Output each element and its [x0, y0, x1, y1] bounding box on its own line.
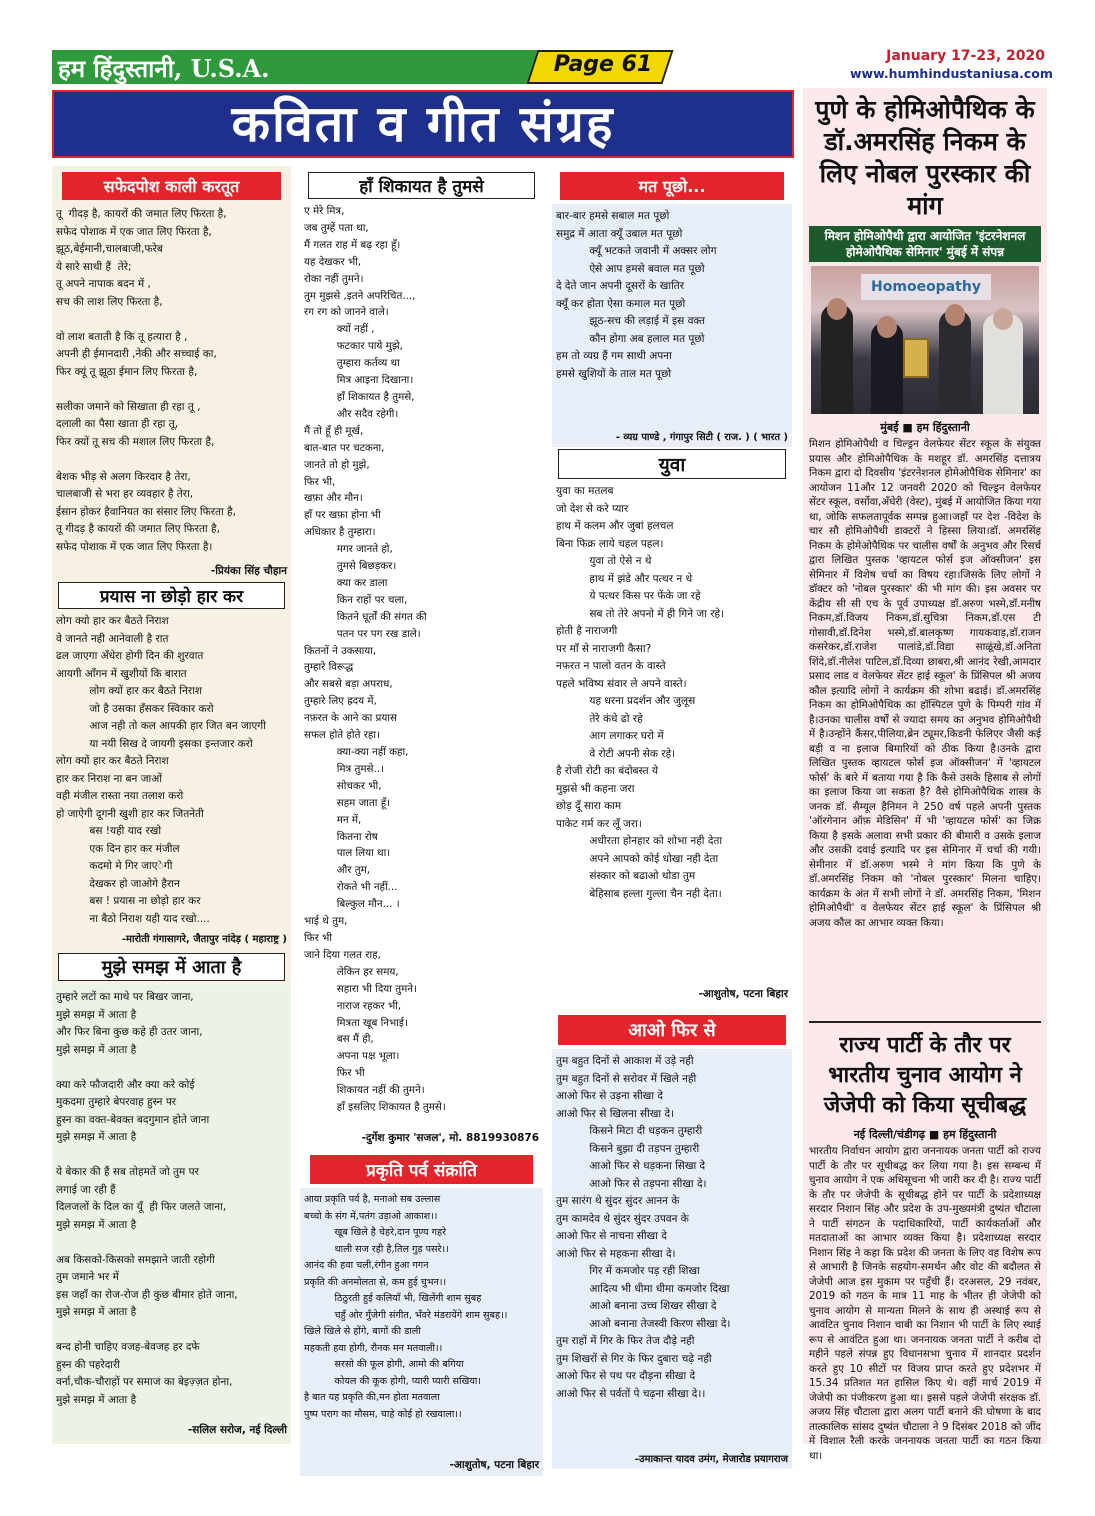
- poem-title: हाँ शिकायत है तुमसे: [308, 172, 535, 199]
- news-photo: [811, 266, 1039, 414]
- poem-author: -प्रियंका सिंह चौहान: [210, 565, 287, 577]
- column-3: [552, 166, 792, 1465]
- poem-author: -दुर्गेश कुमार 'सजल', मो. 8819930876: [361, 1132, 539, 1144]
- page-number: Page 61: [553, 52, 653, 77]
- news-headline: पुणे के होमिओपैथिक के डॉ.अमरसिंह निकम के लिए नोबल पुरस्कार की मांग: [815, 95, 1035, 220]
- poem-text: तू गीदड़ है, कायरों की जमात लिए फिरता है, सफेद पोशाक में एक जात लिए फिरता है, झूठ,बेईमानी,चालबाजी,फरेब ये सारे साथी हैं तेरे; तू अपने नापाक बदन में , सच की लाश लिए फिरता है, वो लाश बताती है कि तू हत्यारा है , अपनी ही ईमानदारी ,नेकी और सच्चाई का, फिर क्यूं तू झूठा ईमान लिए फिरता है, सलीका जमाने को सिखाता ही रहा तू , दलाली का पैसा खाता ही रहा तू, फिर क्यों तू सच की मशाल लिए फिरता है, बेशक भीड़ से अलग किरदार है तेरा, चालबाजी से भरा हर व्यवहार है तेरा, ईसान होकर हैवानियत का संसार लिए फिरता है, तू गीदड़ है कायरों की जमात लिए फिरता है, सफेद पोशाक में एक जात लिए फिरता है।: [56, 208, 236, 553]
- poem-title: युवा: [558, 449, 786, 479]
- poem-text: ए मेरे मित्र, जब तुम्हें पता था, मैं गलत राह में बढ़ रहा हूँ। यह देखकर भी, रोका नहीं तुमने। तुम मुझसे ,इतने अपरिचित..., रग रग को जानने वाले। क्यों नहीं , फटकार पाये मुझे, तुम्हारा कर्तव्य था मित्र आइना दिखाना। हाँ शिकायत है तुमसे, और सदैव रहेगी। मैं तो हूँ ही मूर्ख, बात-बात पर चटकना, जानते तो हो मुझे, फिर भी, खफ़ा और मौन। हाँ पर खफ़ा होना भी अधिकार है तुम्हारा। मगर जानते हो, तुमसे बिछड़कर। क्या कर डाला किन राहों पर चला, कितने धूर्तों की संगत की पतन पर पग रख डाले। कितनों ने उकसाया, तुम्हारे विरूद्ध और सबसे बड़ा अपराध, तुम्हारे लिए ह्रदय में, नफ़रत के आने का प्रयास सफल होते होते रहा। क्या-क्या नहीं कहा, मित्र तुमसे..। सोचकर भी, सहम जाता हूँ। मन में, कितना रोष पाल लिया था। और तुम, रोकते भी नहीं... बिल्कुल मौन... । भाई थे तुम, फिर भी जाने दिया गलत राह, लेकिन हर समय, सहारा भी दिया तुमने। नाराज रहकर भी, मित्रता खूब निभाई। बस मैं ही, अपना पक्ष भूला। फिर भी शिकायत नहीं की तुमने। हाँ इसलिए शिकायत है तुमसे।: [304, 205, 446, 1114]
- news-byline: मुंबई ■ हम हिंदुस्तानी: [880, 421, 970, 434]
- poem-title: मत पूछो...: [560, 172, 784, 200]
- column-1: [52, 166, 291, 1444]
- poem-author: - व्यग्र पाण्डे , गंगापुर सिटी ( राज. ) ( भारत ): [552, 430, 792, 447]
- poem-author: -सलिल सरोज, नई दिल्ली: [52, 1423, 291, 1441]
- person-head: [827, 298, 847, 320]
- news-subheadline: मिशन होमिओपैथी द्वारा आयोजित 'इंटरनेशनल होमेओपैथिक सेमिनार' मुंबई में संपन्न: [809, 226, 1041, 262]
- person-head: [993, 308, 1013, 330]
- poem-text: तुम बहुत दिनों से आकाश में उड़े नही तुम बहुत दिनों से सरोवर में खिले नही आओ फिर से उड़ना सीखा दे आओ फिर से खिलना सीखा दे। किसने मिटा दी धड़कन तुम्हारी किसने बुझा दी तड़पन तुम्हारी आओ फिर से धड़कना सिखा दे आओ फिर से तड़पना सीखा दे। तुम सारंग थे सुंदर सुंदर आनन के तुम कामदेव थे सुंदर सुंदर उपवन के आओ फिर से नाचना सीखा दे आओ फिर से महकना सीखा दे। गिर में कमजोर पड़ रही शिखा आदित्य भी धीमा धीमा कमजोर दिखा आओ बनाना उच्च शिखर सीखा दे आओ बनाना तेजस्वी किरण सीखा दे। तुम राहों में गिर के फिर तेज दौड़े नही तुम शिखरों से गिर के फिर दुबारा चढ़े नही आओ फिर से पथ पर दौड़ना सीखा दे आओ फिर से पर्वतों पे चढ़ना सीखा दे।।: [552, 1049, 792, 1451]
- news-body: मिशन होमिओपैथी व चिल्ड्रन वेलफेयर सेंटर स्कूल के संयुक्त प्रयास और होमिओपैथिक के मशहूर डॉ. अमरसिंह दत्तात्रय निकम द्वारा दो दिवसीय 'इंटरनेशनल होमेओपैथिक सेमिनार' का आयोजन 11और 12 जनवरी 2020 को चिल्ड्रन वेलफेयर सेंटर स्कूल, वर्सोवा,अँधेरी (वेस्ट), मुंबई में आयोजित किया गया था, जोकि सफलतापूर्वक सम्पन्न हुआ।जहाँ पर देश -विदेश के चार सौ होमिओपैथी डाक्टरों ने हिस्सा लिया।डॉ. अमरसिंह निकम के होमेओपैथिक पर चालीस वर्षों के अनुभव और रिसर्च द्वारा लिखित पुस्तक 'व्हायटल फोर्स इज ऑक्सीजन' इस सेमिनार में विशेष चर्चा का विषय रहा।जिसके लिए लोगों ने डॉक्टर को 'नोबल पुरस्कार' की भी मांग की। इस अवसर पर केंद्रीय सी सी एच के पूर्व उपाध्यक्ष डॉ.अरुण भस्मे,डॉ.मनीष निकम,डॉ.विजय निकम,डॉ.सुचित्रा निकम,डॉ.एस टी गोसावी,डॉ.दिनेश भस्मे,डॉ.बालकृष्ण गायकवाड़,डॉ.राजन कसरेकर,डॉ.राजेश पालांडे,डॉ.विद्या साळूंखे,डॉ.अनिता शिंदे,डॉ.नीलेश पाटिल,डॉ.दिव्या छाबरा,श्री आनंद रेखी,आमदार प्रसाद लाड व वेलफेयर सेंटर हाई स्कूल' के प्रिंसिपल श्री अजय कौल इत्यादि लोगों ने कार्यक्रम की शोभा बढाई। डॉ.अमरसिंह निकम का होमिओपैथिक का हॉस्पिटल पुणे के पिम्परी गांव में है।उनका चालीस वर्षों से ज्यादा समय का अनुभव होमिओपैथी में है।उन्होंने कैंसर,पीलिया,ब्रेन ट्यूमर,किडनी फेलिएर जैसी कई बड़ी व ना इलाज बिमारियों को ठीक किया है।उनके द्वारा लिखित पुस्तक व्हायटल फोर्स इज ऑक्सीजन' में 'व्हायटल फोर्स' के बारे में बताया गया है कि कैसे उसके हिसाब से लोगों का इलाज किया जा सकता है? वैसे होमिओपैथिक शास्त्र के जनक डॉ. सैम्यूल हैनिमन ने 250 वर्ष पहले अपनी पुस्तक 'ऑरगेनान ऑफ़ मेडिसिन' में भी 'व्हायटल फोर्स' का जिक्र किया है इसके अलावा सभी प्रकार की बीमारी व उसके इलाज और उसकी दवाई इत्यादि पर इस सेमिनार में चर्चा की गयी। सेमीनार में डॉ.अरुण भस्मे ने मांग किया कि पुणे के डॉ.अमरसिंह निकम को 'नोबल पुरस्कार' मिलना चाहिए। कार्यक्रम के अंत में सभी लोगों ने डॉ. अमरसिंह निकम, 'मिशन होमिओपैथी' व वेलफेयर सेंटर हाई स्कूल' के प्रिंसिपल श्री अजय कौल का आभार व्यक्त किया।: [809, 438, 1041, 929]
- issue-date: January 17-23, 2020: [886, 48, 1045, 64]
- poem-title: प्रकृति पर्व संक्रांति: [310, 1155, 533, 1184]
- poem-author: -मारोती गंगासागरे, जैतापुर नांदेड़ ( महाराष्ट्र ): [121, 934, 287, 945]
- publication-brand: हम हिंदुस्तानी, U.S.A.: [58, 54, 270, 83]
- poem-text: लोग क्यो हार कर बैठते निराश वे जानते नही आनेवाली है रात ढल जाएगा अँधेरा होगी दिन की शुरवात आयगी आँगन में खुशीयों कि बारात लोग क्यों हार कर बैठते निराश जो है उसका हँसकर स्विकार करो आज नही तो कल आपकी हार जित बन जाएगी या नयी सिख दे जायगी इसका इन्तजार करो लोग क्यों हार कर बैठते निराश हार कर निराश ना बन जाओं वही मंजील रास्ता नया तलाश करो हो जाऐगी दूगनी खुशी हार कर जितनेती बस !यही याद रखो एक दिन हार कर मंजील कदमो मे गिर जाएेगी देखकर हो जाओगे हैरान बस ! प्रयास ना छोड़ो हार कर ना बैठो निराश यही याद रखो....: [56, 615, 266, 925]
- poem-author: -आशुतोष, पटना बिहार: [300, 1458, 543, 1476]
- poem-text: तुम्हारे लटों का माथे पर बिखर जाना, मुझे समझ में आता है और फिर बिना कुछ कहे ही उतर जाना, मुझे समझ में आता है क्या करे फौजदारी और क्या करे कोई मुकदमा तुम्हारे बेपरवाह हुस्न पर हुस्न का वक्त-बेवक्त बदगुमान होते जाना मुझे समझ में आता है ये बेकार की हैं सब तोहमतें जो तुम पर लगाई जा रही हैं दिलजलों के दिल का यूँ ही फिर जलते जाना, मुझे समझ में आता है अब किसको-किसको समझाने जाती रहोगी तुम जमाने भर में इस जहाँ का रोज-रोज ही कुछ बीमार होते जाना, मुझे समझ में आता है बन्द होनी चाहिए वजह-बेवजह हर दफे हुस्न की पहरेदारी वर्ना,चौक-चौराहों पर समाज का बेइज़्ज़त होना, मुझे समझ में आता है: [52, 985, 291, 1423]
- poem-title: मुझे समझ में आता है: [58, 953, 285, 981]
- poem-title: प्रयास ना छोड़ो हार कर: [58, 582, 285, 609]
- poem-author: -उमाकान्त यादव उमंग, मेजारोड प्रयागराज: [552, 1451, 792, 1469]
- column-4-news: [803, 88, 1047, 1462]
- person-head: [945, 304, 965, 326]
- person-head: [877, 316, 897, 338]
- website-url[interactable]: www.humhindustaniusa.com: [850, 66, 1053, 81]
- divider: [809, 1021, 1041, 1023]
- column-2: [300, 166, 543, 1471]
- poem-title: सफेदपोश काली करतूत: [62, 172, 281, 200]
- award-plaque: [903, 338, 929, 378]
- news-headline: राज्य पार्टी के तौर पर भारतीय चुनाव आयोग ने जेजेपी को किया सूचीबद्ध: [823, 1033, 1027, 1118]
- banner-sign: Homoeopathy: [861, 274, 991, 300]
- poem-title: आओ फिर से: [558, 1015, 786, 1045]
- poem-author: -आशुतोष, पटना बिहार: [698, 988, 788, 1000]
- poem-text: आया प्रकृति पर्व है, मनाओ सब उल्लास बच्चो के संग में,पतंग उड़ाओ आकाश।। खूब खिले है चेहरे,दान पूण्य गहरे थाली सज रही है,तिल गुड़ पसरे।। आनंद की हवा चली,रंगीन हुआ गगन प्रकृति की अनमोलता से, कम हुई चुभन।। ठिठुरती हुई कलियाँ भी, खिलेंगी शाम सुबह चहुँ ओर गुँजेगी संगीत, भँवरे मंडरायेंगे शाम सुबह।। खिले खिले से होंगे, बागों की डाली महकती हवा होगी, रौनक मन मतवाली।। सरसो की फूल होगी, आमो की बगिया कोयल की कूक होगी, प्यारी प्यारी सखिया। है बात यह प्रकृति की,मन होता मतवाला पुष्प पराग का मौसम, चाहे कोई हो रखवाला।।: [300, 1188, 543, 1458]
- section-title: कविता व गीत संग्रह: [231, 95, 615, 153]
- news-body: भारतीय निर्वाचन आयोग द्वारा जननायक जनता पार्टी को राज्य पार्टी के तौर पर सूचीबद्ध कर लिया गया है। इस सम्बन्ध में चुनाव आयोग ने एक अधिसूचना भी जारी कर दी है। राज्य पार्टी के तौर पर जेजेपी के सूचीबद्ध होने पर पार्टी के प्रदेशाध्यक्ष सरदार निशान सिंह और प्रदेश के उप-मुख्यमंत्री दुष्यंत चौटाला ने पार्टी संगठन के पदाधिकारियों, पार्टी कार्यकर्ताओं और मतदाताओं का आभार व्यक्त किया है। प्रदेशाध्यक्ष सरदार निशान सिंह ने कहा कि प्रदेश की जनता के लिए वह विशेष रूप से आभारी है जिनके सहयोग-समर्थन और वोट की बदौलत से जेजेपी आज इस मुकाम पर पहुँची हैं। दरअसल, 29 नवंबर, 2019 को गठन के मात्र 11 माह के भीतर ही जेजेपी को चुनाव आयोग से मान्यता मिलने के साथ ही अस्थाई रूप से आवंटित चुनाव निशान चाबी का निशान भी पार्टी के लिए स्थाई रूप से आवंटित हुआ था। जननायक जनता पार्टी ने करीब दो महीने पहले संपन्न हुए विधानसभा चुनाव में शानदार प्रदर्शन करते हुए 10 सीटों पर विजय प्राप्त करते हुए प्रदेशभर में 15.34 प्रतिशत मत हासिल किए थे। वहीं मार्च 2019 में जेजेपी का पंजीकरण हुआ था। इससे पहले जेजेपी संरक्षक डॉ. अजय सिंह चौटाला द्वारा अलग पार्टी बनाने की घोषणा के बाद तात्कालिक सांसद दुष्यंत चौटाला ने 9 दिसंबर 2018 को जींद में विशाल रैली करके जननायक जनता पार्टी का गठन किया था।: [809, 1145, 1041, 1462]
- news-byline: नई दिल्ली/चंडीगढ़ ■ हम हिंदुस्तानी: [853, 1128, 997, 1141]
- poem-text: बार-बार हमसे सबाल मत पूछो समुद्र में आता क्यूँ उबाल मत पूछो क्यूँ भटकते जवानी में अक्सर लोग ऐसे आप हमसे बवाल मत पूछो दे देते जान अपनी दूसरों के खातिर क्यूँ कर होता ऐसा कमाल मत पूछो झूठ-सच की लड़ाई में इस वक्त कौन होगा अब हलाल मत पूछो हम तो व्यग्र हैं गम साथी अपना हमसे खुशियों के ताल मत पूछो: [552, 204, 792, 430]
- poem-text: युवा का मतलब जो देश से करे प्यार हाथ में कलम और जुबां हलचल बिना फिक्र लाये चहल पहल। युवा तो ऐसे न थे हाथ में झंडे और पत्थर न थे ये पत्थर किस पर फेंके जा रहे सब तो तेरे अपनो में ही गिने जा रहे। होती है नाराजगी पर माँ से नाराजगी कैसा? नफरत न पालो वतन के वास्ते पहले भविष्य संवार ले अपने वास्ते। यह धरना प्रदर्शन और जुलूस तेरे कंधे ढो रहे आग लगाकर घरो में वे रोटी अपनी सेक रहे। है रोजी रोटी का बंदोबस्त ये मुझसे भी कहना जरा छोड़ दूँ सारा काम पाकेट गर्म कर लूँ जरा। अधीरता होनहार को शोभा नही देता अपने आपको कोई धोखा नही देता संस्कार को बढाओ थोडा तुम बेहिसाब हल्ला गुल्ला चैन नही देता।: [556, 485, 725, 900]
- person-figure: [821, 304, 853, 414]
